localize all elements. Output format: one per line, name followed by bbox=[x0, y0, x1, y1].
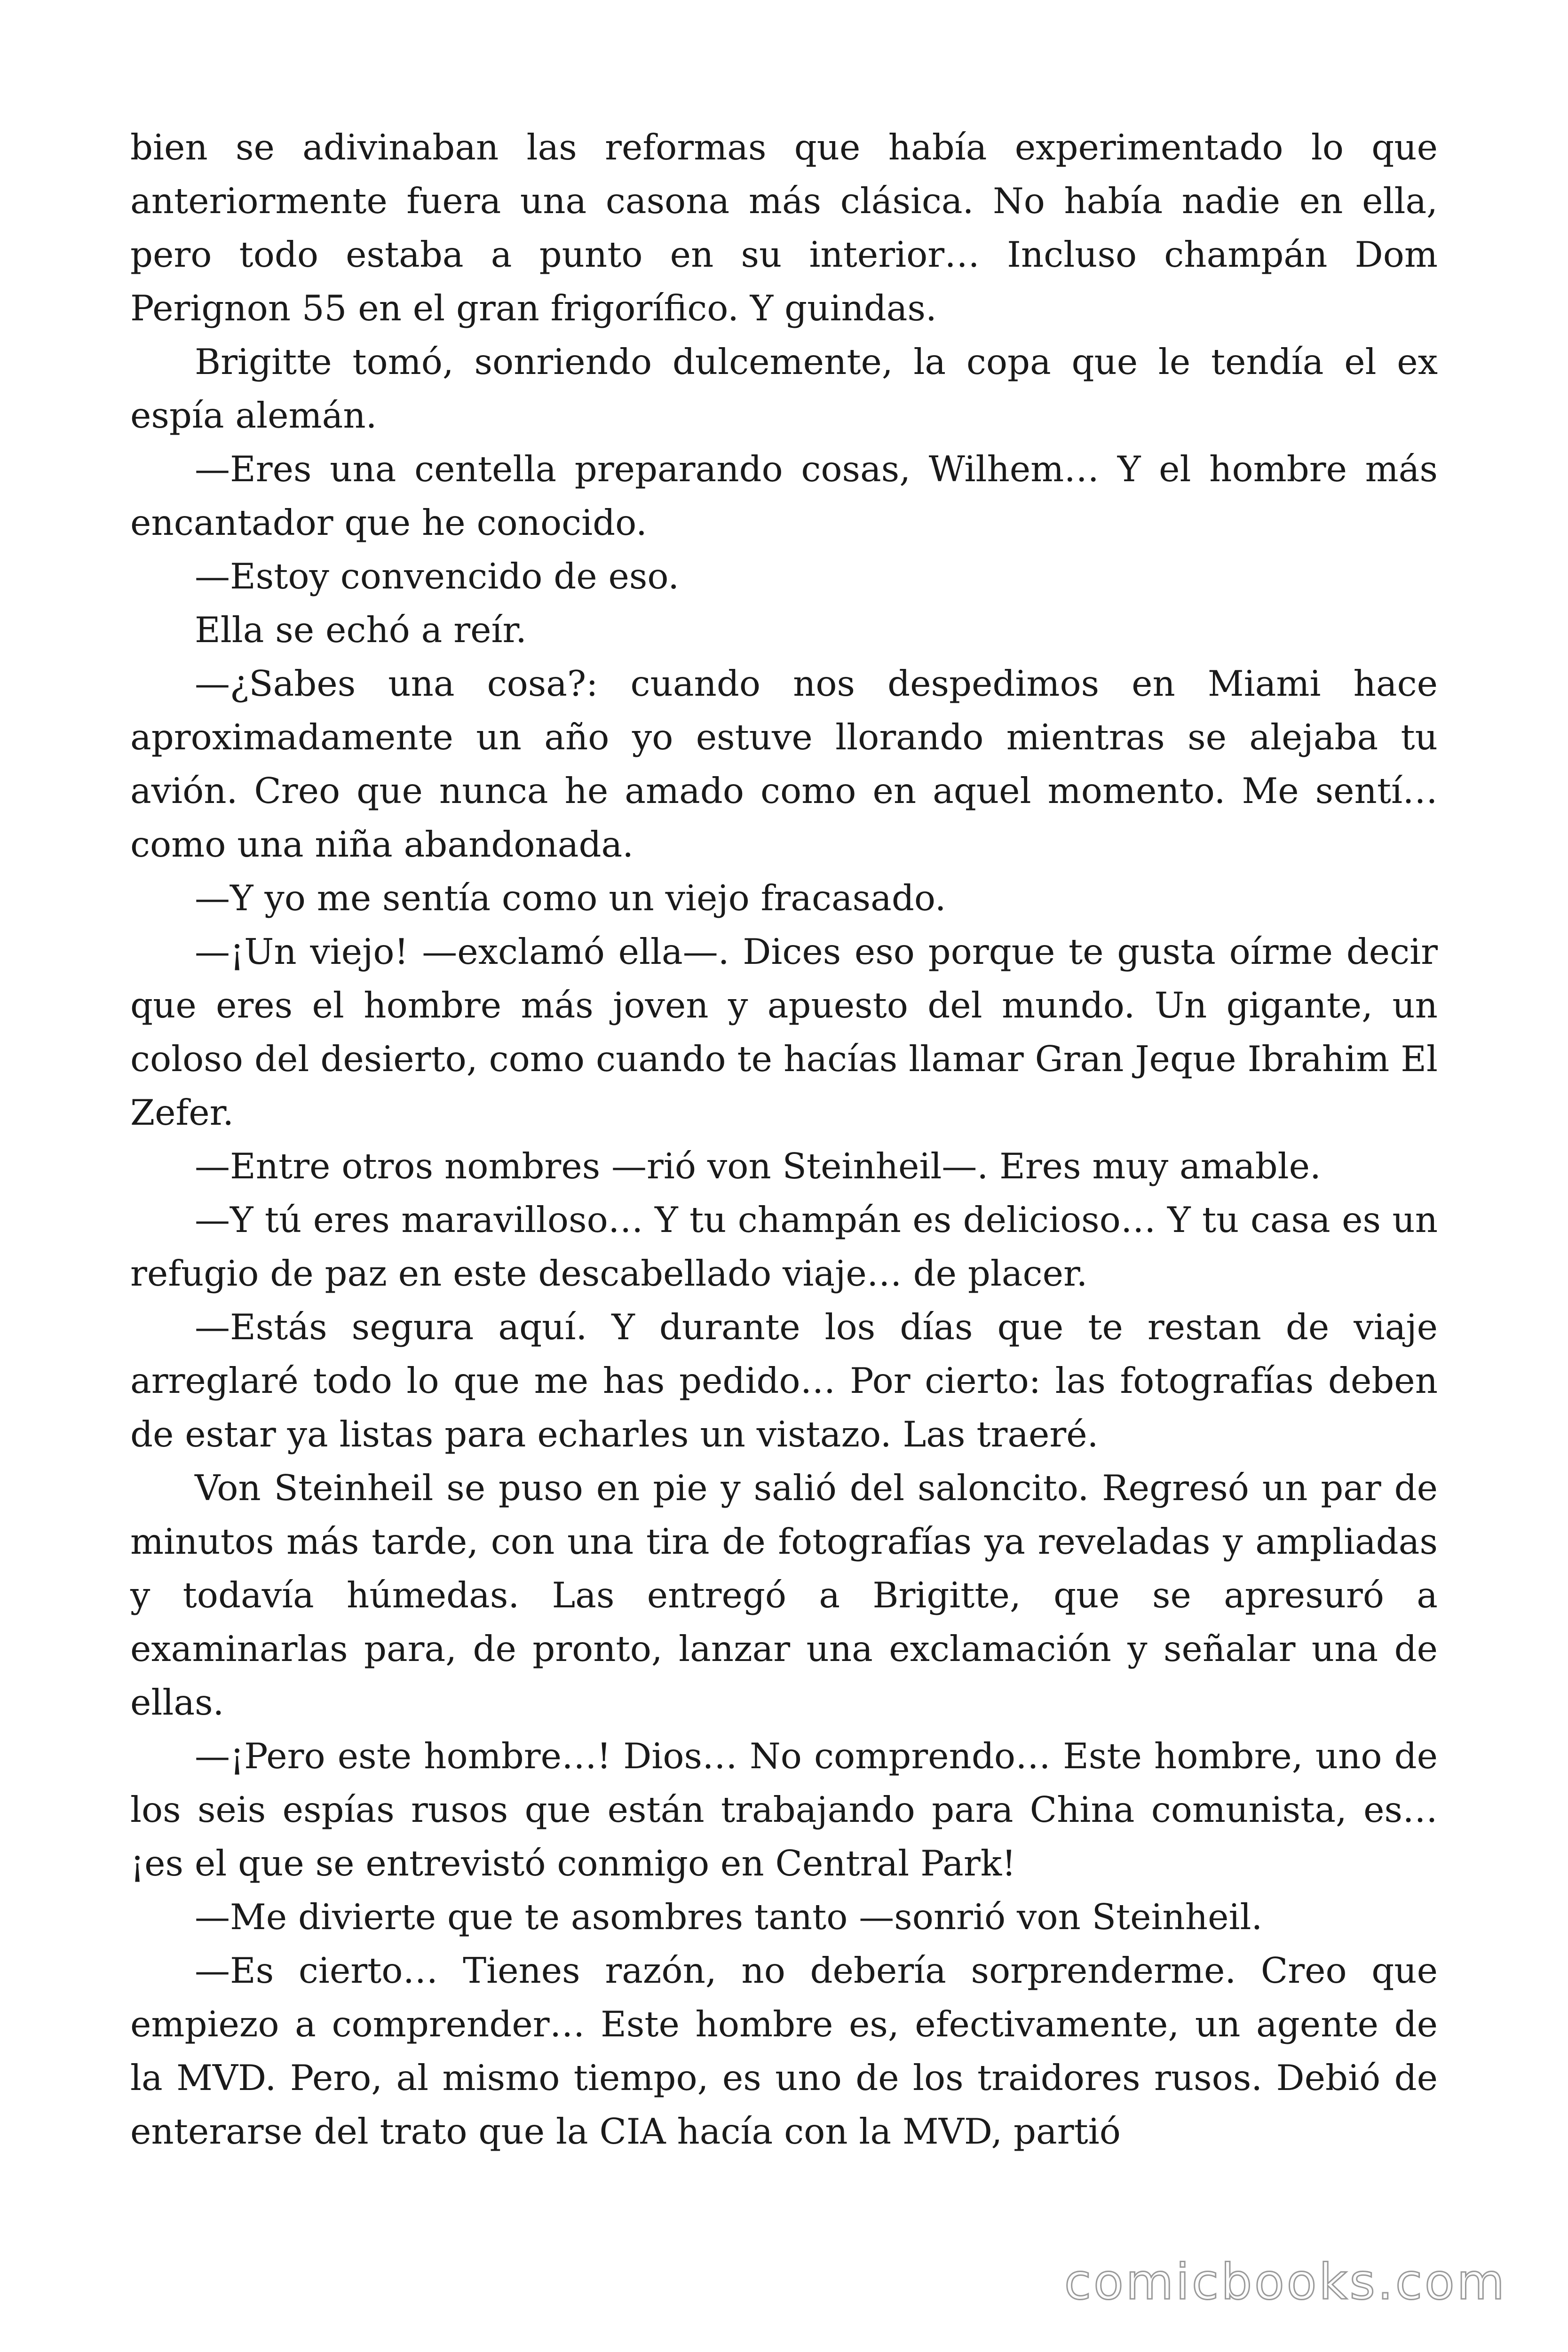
paragraph-4: —Estoy convencido de eso. bbox=[195, 556, 680, 597]
paragraph-3: —Eres una centella preparando cosas, Wilhem… Y el hombre más encantador que he conocido. bbox=[130, 448, 1438, 543]
watermark: comicbooks.com bbox=[1064, 2253, 1507, 2311]
paragraph-15: —Es cierto… Tienes razón, no debería sorprenderme. Creo que empiezo a comprender… Este hombre es, efectivamente, un agente de la MVD. Pero, al mismo tiempo, es uno de los traidores rusos. Debió de enterarse del trato que la CIA hacía con la MVD, partió bbox=[130, 1950, 1438, 2152]
paragraph-9: —Entre otros nombres —rió von Steinheil—. Eres muy amable. bbox=[195, 1145, 1321, 1187]
paragraph-6: —¿Sabes una cosa?: cuando nos despedimos en Miami hace aproximadamente un año yo estuve llorando mientras se alejaba tu avión. Creo que nunca he amado como en aquel momento. Me sentí… como una niña abandonada. bbox=[130, 663, 1438, 865]
paragraph-7: —Y yo me sentía como un viejo fracasado. bbox=[195, 877, 946, 919]
paragraph-8: —¡Un viejo! —exclamó ella—. Dices eso porque te gusta oírme decir que eres el hombre más joven y apuesto del mundo. Un gigante, un coloso del desierto, como cuando te hacías llamar Gran Jeque Ibrahim El Zefer. bbox=[130, 931, 1438, 1133]
paragraph-2: Brigitte tomó, sonriendo dulcemente, la copa que le tendía el ex espía alemán. bbox=[130, 341, 1438, 436]
paragraph-5: Ella se echó a reír. bbox=[195, 609, 527, 651]
paragraph-12: Von Steinheil se puso en pie y salió del saloncito. Regresó un par de minutos más tarde, con una tira de fotografías ya reveladas y ampliadas y todavía húmedas. Las entregó a Brigitte, que se apresuró a examinarlas para, de pronto, lanzar una exclamación y señalar una de ellas. bbox=[130, 1467, 1438, 1723]
paragraph-14: —Me divierte que te asombres tanto —sonrió von Steinheil. bbox=[195, 1896, 1263, 1938]
paragraph-11: —Estás segura aquí. Y durante los días que te restan de viaje arreglaré todo lo que me has pedido… Por cierto: las fotografías deben de estar ya listas para echarles un vistazo. Las traeré. bbox=[130, 1306, 1438, 1455]
page-body bbox=[130, 120, 1438, 2158]
paragraph-13: —¡Pero este hombre…! Dios… No comprendo… Este hombre, uno de los seis espías rusos que están trabajando para China comunista, es… ¡es el que se entrevistó conmigo en Central Park! bbox=[130, 1735, 1438, 1884]
paragraph-10: —Y tú eres maravilloso… Y tu champán es delicioso… Y tu casa es un refugio de paz en este descabellado viaje… de placer. bbox=[130, 1199, 1438, 1294]
paragraph-1: bien se adivinaban las reformas que había experimentado lo que anteriormente fuera una casona más clásica. No había nadie en ella, pero todo estaba a punto en su interior… Incluso champán Dom Perignon 55 en el gran frigorífico. Y guindas. bbox=[130, 127, 1438, 329]
